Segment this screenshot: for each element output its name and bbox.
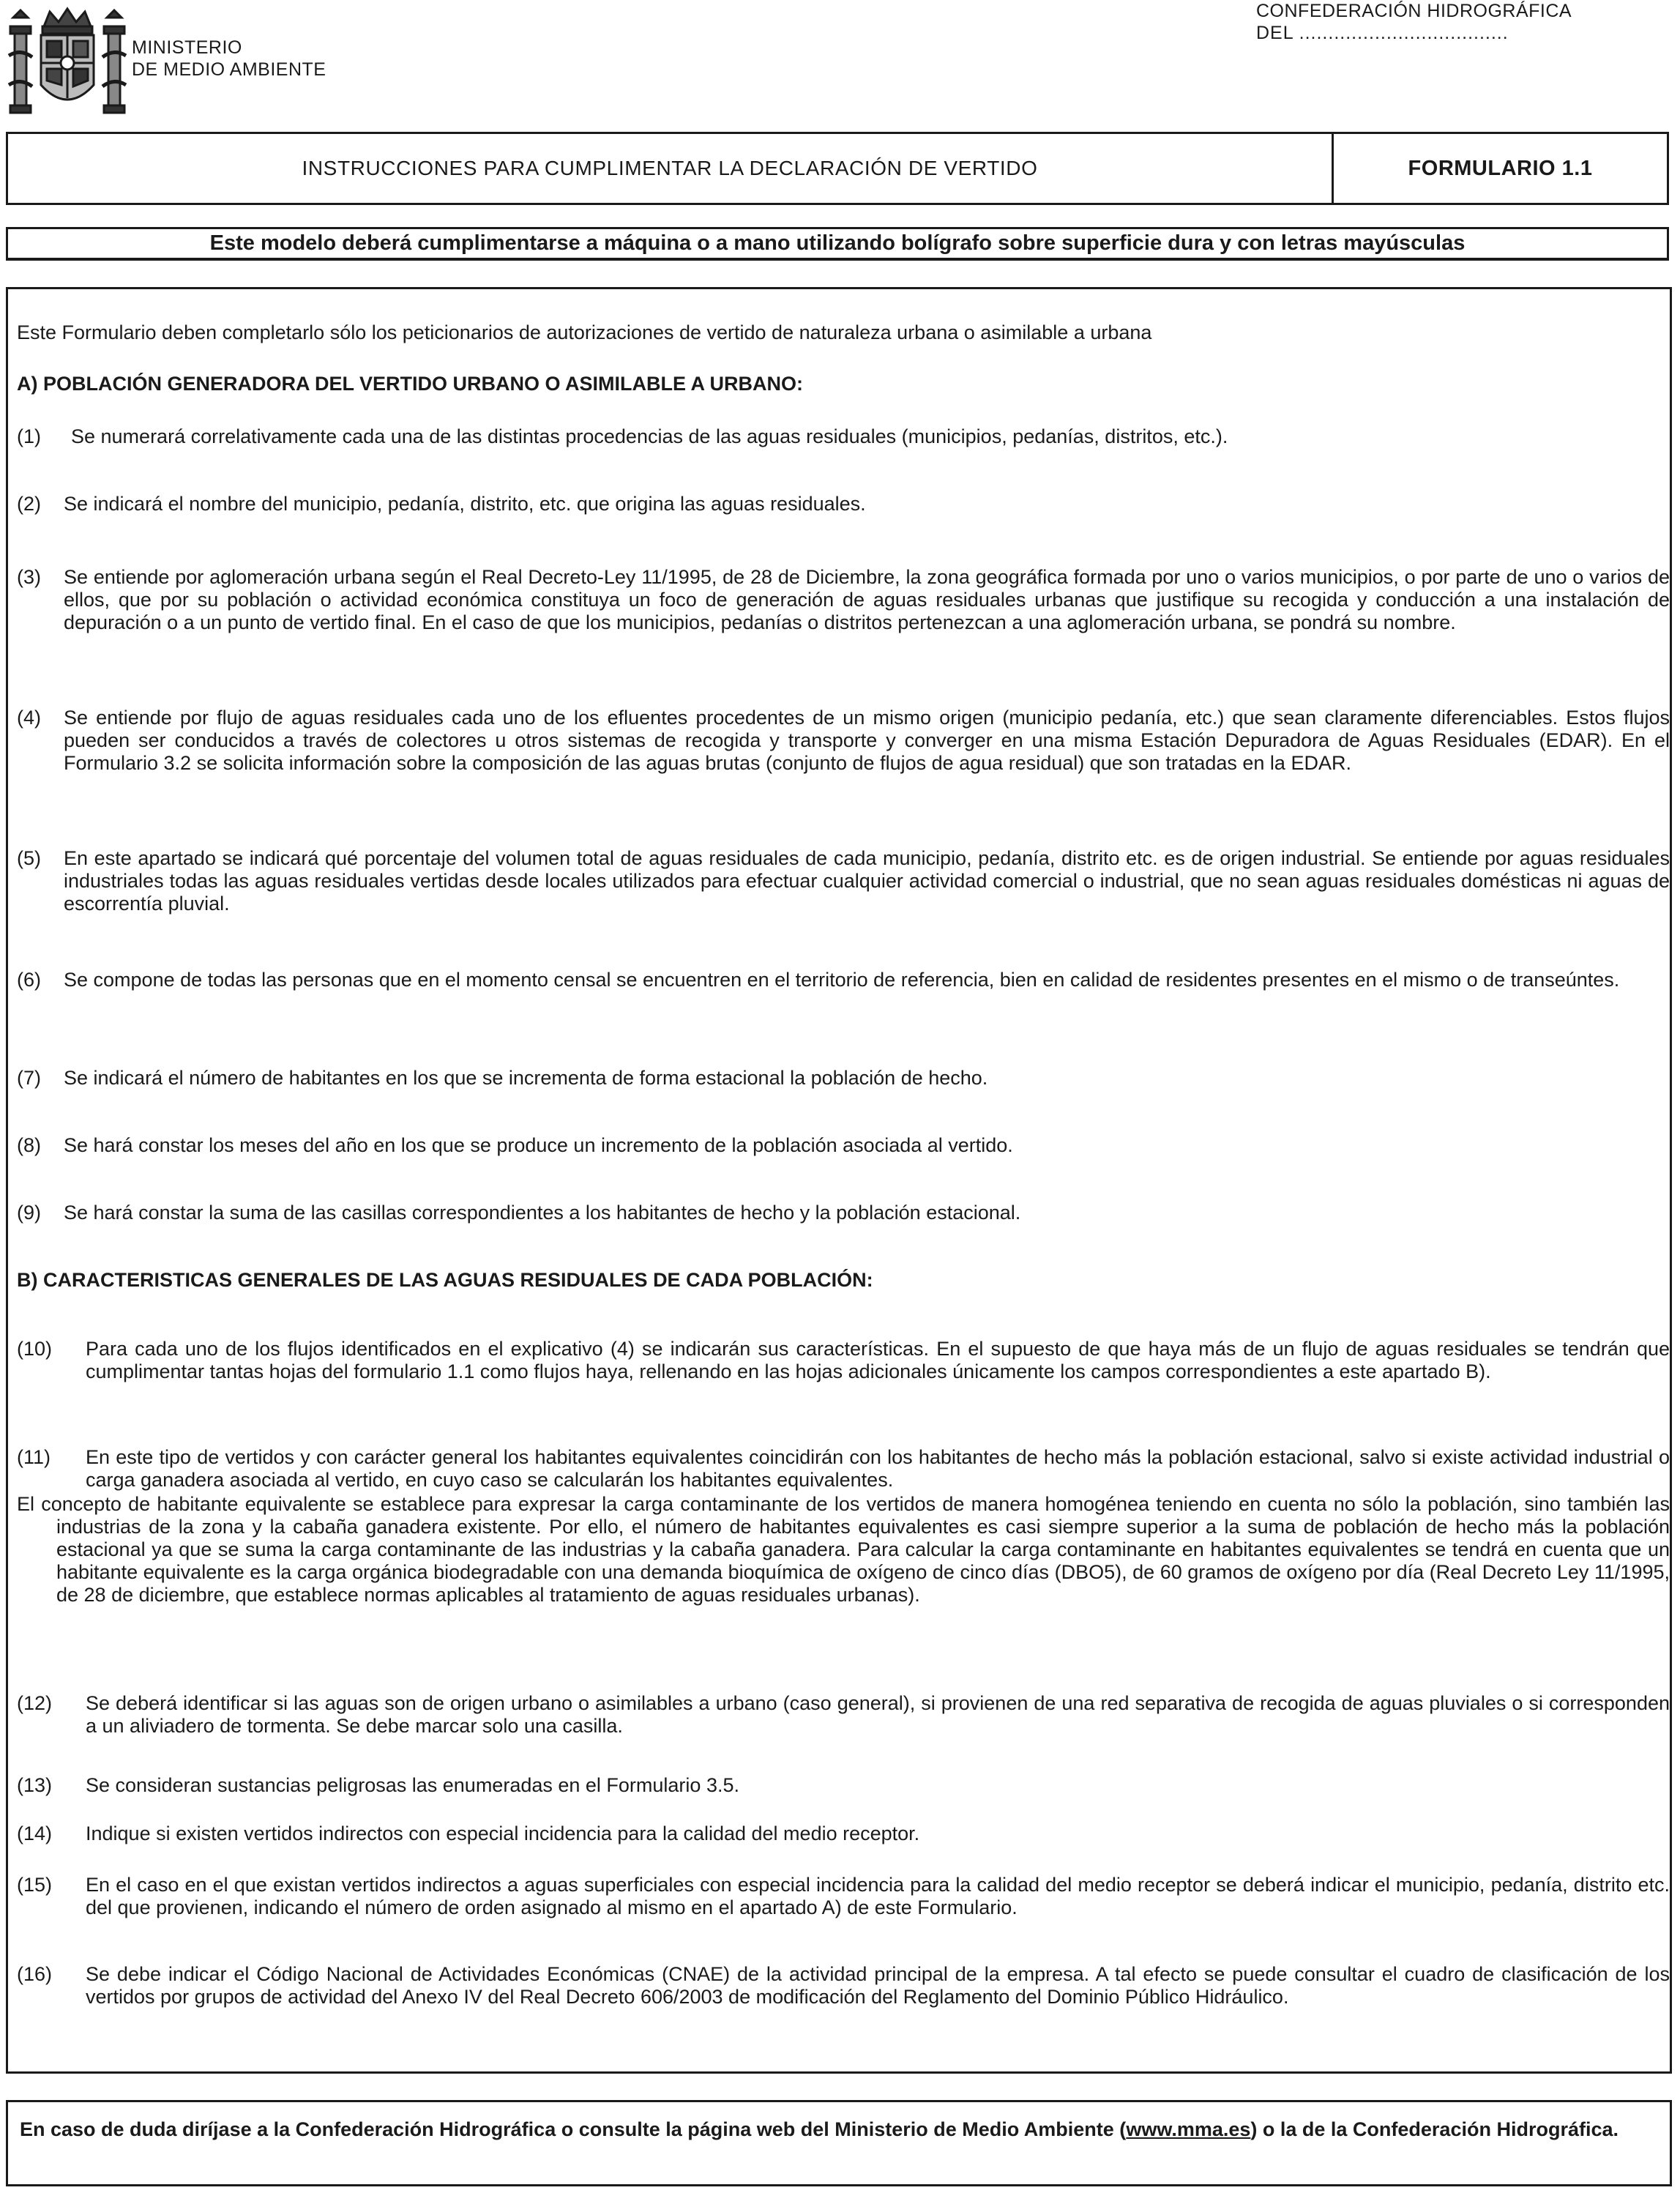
- item-number: (7): [17, 1067, 41, 1089]
- item-number: (12): [17, 1692, 53, 1714]
- item-number: (3): [17, 566, 41, 588]
- ministry-name: [132, 37, 326, 81]
- section-b-heading: B) CARACTERISTICAS GENERALES DE LAS AGUAS RESIDUALES DE CADA POBLACIÓN:: [17, 1269, 873, 1291]
- item-text: Se numerará correlativamente cada una de las distintas procedencias de las aguas residuales (municipios, pedanías, distritos, etc.).: [71, 425, 1228, 447]
- footer-text-before: En caso de duda diríjase a la Confederación Hidrográfica o consulte la página web del Ministerio de Medio Ambiente (: [20, 2118, 1127, 2140]
- item-number: (5): [17, 847, 41, 869]
- item-text: En este tipo de vertidos y con carácter general los habitantes equivalentes coincidirán con los habitantes de hecho más la población estacional, salvo si existe actividad industrial o carga ganadera asociada al vertido, en cuyo caso se calcularán los habitantes equivalentes.: [86, 1446, 1670, 1491]
- footer-box: [6, 2100, 1672, 2186]
- item-text: Se indicará el número de habitantes en los que se incrementa de forma estacional la población de hecho.: [64, 1067, 988, 1089]
- instruction-item-14: [17, 1822, 1670, 1845]
- item-text: Se hará constar los meses del año en los que se produce un incremento de la población asociada al vertido.: [64, 1134, 1013, 1156]
- item-text: Se deberá identificar si las aguas son de origen urbano o asimilables a urbano (caso general), si provienen de una red separativa de recogida de aguas pluviales o si corresponden a un aliviadero de tormenta. Se debe marcar solo una casilla.: [86, 1692, 1670, 1737]
- spanish-coat-of-arms-icon: [6, 4, 129, 122]
- item-number: (1): [17, 425, 41, 447]
- item-number: (14): [17, 1822, 53, 1844]
- instruction-item-3: [17, 566, 1670, 634]
- item-text: Indique si existen vertidos indirectos con especial incidencia para la calidad del medio receptor.: [86, 1822, 920, 1844]
- instruction-item-4: [17, 707, 1670, 775]
- instruction-item-9: [17, 1202, 1670, 1224]
- confederation-label: [1256, 0, 1572, 44]
- item-text: En este apartado se indicará qué porcentaje del volumen total de aguas residuales de cada municipio, pedanía, distrito etc. es de origen industrial. Se entiende por aguas residuales industriales todas las aguas residuales vertidas desde locales utilizados para efectuar cualquier actividad comercial o industrial, que no sean aguas residuales domésticas ni aguas de escorrentía pluvial.: [64, 847, 1670, 915]
- document-title: INSTRUCCIONES PARA CUMPLIMENTAR LA DECLARACIÓN DE VERTIDO: [302, 157, 1038, 179]
- footer-note: [20, 2117, 1655, 2142]
- item-number: (2): [17, 493, 41, 515]
- intro-text: Este Formulario deben completarlo sólo los peticionarios de autorizaciones de vertido de naturaleza urbana o asimilable a urbana: [17, 321, 1152, 343]
- item-text: Se consideran sustancias peligrosas las enumeradas en el Formulario 3.5.: [86, 1774, 739, 1796]
- section-a-heading: A) POBLACIÓN GENERADORA DEL VERTIDO URBANO O ASIMILABLE A URBANO:: [17, 373, 804, 395]
- instruction-item-2: [17, 493, 1670, 515]
- ministry-website-link[interactable]: www.mma.es: [1126, 2118, 1251, 2140]
- instruction-item-15: [17, 1874, 1670, 1919]
- instruction-item-16: [17, 1963, 1670, 2008]
- item-text: Se entiende por flujo de aguas residuales cada uno de los efluentes procedentes de un mismo origen (municipio pedanía, etc.) que sean claramente diferenciables. Estos flujos pueden ser conducidos a través de colectores u otros sistemas de recogida y transporte y converger en una misma Estación Depuradora de Aguas Residuales (EDAR). En el Formulario 3.2 se solicita información sobre la composición de las aguas brutas (conjunto de flujos de agua residual) que son tratadas en la EDAR.: [64, 707, 1670, 774]
- confederation-line-2: DEL ....................................: [1256, 23, 1509, 43]
- instruction-item-8: [17, 1134, 1670, 1157]
- item-number: (8): [17, 1134, 41, 1156]
- instruction-item-7: [17, 1067, 1670, 1090]
- item-text: Se hará constar la suma de las casillas correspondientes a los habitantes de hecho y la población estacional.: [64, 1202, 1021, 1224]
- instruction-item-12: [17, 1692, 1670, 1738]
- notice-banner: Este modelo deberá cumplimentarse a máquina o a mano utilizando bolígrafo sobre superficie dura y con letras mayúsculas: [6, 227, 1669, 261]
- item-text: En el caso en el que existan vertidos indirectos a aguas superficiales con especial incidencia para la calidad del medio receptor se deberá indicar el municipio, pedanía, distrito etc. del que provienen, indicando el número de orden asignado al mismo en el apartado A) de este Formulario.: [86, 1874, 1670, 1918]
- item-text: Se compone de todas las personas que en el momento censal se encuentren en el territorio de referencia, bien en calidad de residentes presentes en el mismo o de transeúntes.: [64, 969, 1620, 991]
- instruction-item-5: [17, 847, 1670, 915]
- footer-text-after: ) o la de la Confederación Hidrográfica.: [1250, 2118, 1619, 2140]
- confederation-line-1: CONFEDERACIÓN HIDROGRÁFICA: [1256, 1, 1572, 21]
- instruction-item-10: [17, 1338, 1670, 1383]
- instructions-box: [6, 287, 1672, 2074]
- equivalent-inhabitant-paragraph: [17, 1493, 1670, 1606]
- instruction-item-1: [17, 425, 1670, 448]
- item-number: (9): [17, 1202, 41, 1224]
- instruction-item-13: [17, 1774, 1670, 1797]
- instruction-item-6: [17, 969, 1670, 991]
- item-number: (13): [17, 1774, 53, 1796]
- item-text: Se entiende por aglomeración urbana según el Real Decreto-Ley 11/1995, de 28 de Diciembre, la zona geográfica formada por uno o varios municipios, o por parte de uno o varios de ellos, que por su población o actividad económica constituya un foco de generación de aguas residuales urbanas que justifique su recogida y conducción a una instalación de depuración o a un punto de vertido final. En el caso de que los municipios, pedanías o distritos pertenezcan a una aglomeración urbana, se pondrá su nombre.: [64, 566, 1670, 633]
- ministry-line-2: DE MEDIO AMBIENTE: [132, 59, 326, 80]
- item-number: (10): [17, 1338, 53, 1360]
- item-text: Para cada uno de los flujos identificados en el explicativo (4) se indicarán sus características. En el supuesto de que haya más de un flujo de aguas residuales se tendrán que cumplimentar tantas hojas del formulario 1.1 como flujos haya, rellenando en las hojas adicionales únicamente los campos correspondientes a este apartado B).: [86, 1338, 1670, 1382]
- item-text: El concepto de habitante equivalente se establece para expresar la carga contaminante de los vertidos de manera homogénea teniendo en cuenta no sólo la población, sino también las industrias de la zona y la cabaña ganadera existente. Por ello, el número de habitantes equivalentes es casi siempre superior a la suma de población de hecho más la población estacional ya que se suma la carga contaminante de las industrias y la cabaña ganadera. Para calcular la carga contaminante en habitantes equivalentes se tendrá en cuenta que un habitante equivalente es la carga orgánica biodegradable con una demanda bioquímica de oxígeno de cinco días (DBO5), de 60 gramos de oxígeno por día (Real Decreto Ley 11/1995, de 28 de diciembre, que establece normas aplicables al tratamiento de aguas residuales urbanas).: [17, 1493, 1670, 1606]
- item-number: (6): [17, 969, 41, 991]
- title-box: [6, 132, 1669, 205]
- item-number: (4): [17, 707, 41, 729]
- instruction-item-11: [17, 1446, 1670, 1492]
- item-text: Se debe indicar el Código Nacional de Actividades Económicas (CNAE) de la actividad principal de la empresa. A tal efecto se puede consultar el cuadro de clasificación de los vertidos por grupos de actividad del Anexo IV del Real Decreto 606/2003 de modificación del Reglamento del Dominio Público Hidráulico.: [86, 1963, 1670, 2008]
- ministry-line-1: MINISTERIO: [132, 37, 242, 58]
- item-text: Se indicará el nombre del municipio, pedanía, distrito, etc. que origina las aguas residuales.: [64, 493, 866, 515]
- item-number: (15): [17, 1874, 53, 1896]
- form-number: FORMULARIO 1.1: [1408, 156, 1593, 180]
- item-number: (16): [17, 1963, 53, 1985]
- item-number: (11): [17, 1446, 51, 1468]
